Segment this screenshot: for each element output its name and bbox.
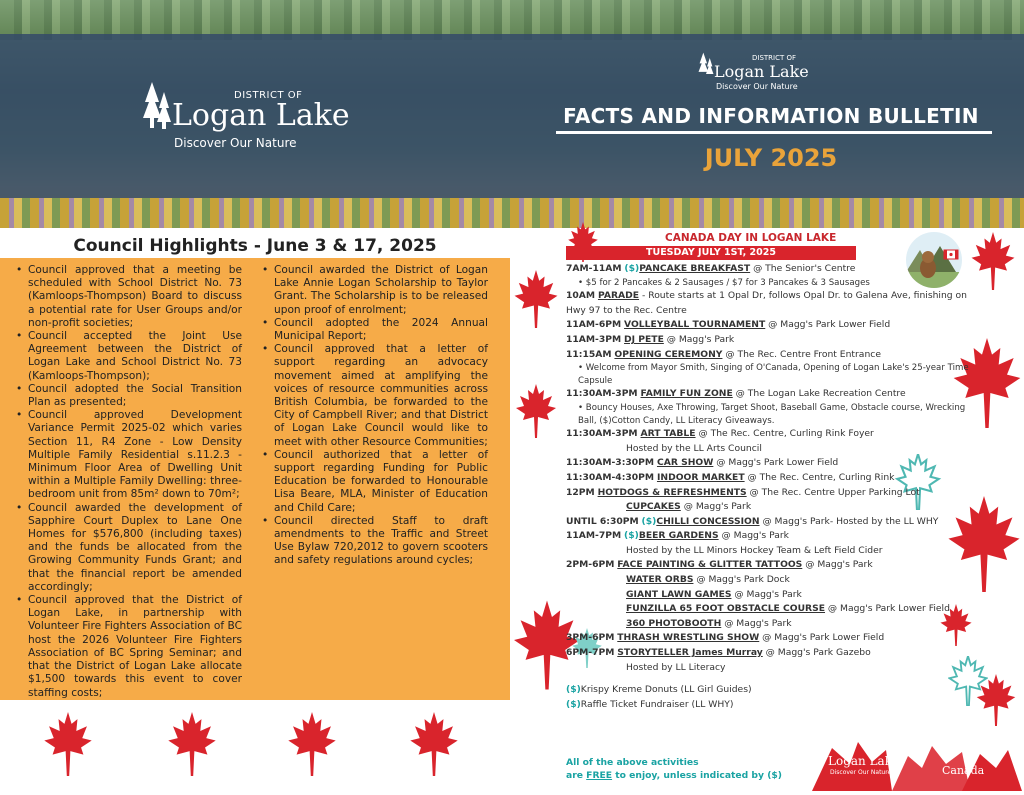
schedule-row (566, 486, 986, 501)
logo-name: Logan Lake (714, 62, 809, 81)
event-name: STORYTELLER James Murray (617, 647, 763, 659)
canada-day-date: TUESDAY JULY 1ST, 2025 (566, 246, 856, 260)
event-name: CHILLI CONCESSION (656, 515, 760, 527)
event-time: 11:30AM-3PM (566, 388, 638, 400)
canada-day-section (512, 228, 1024, 791)
bulletin-title: FACTS AND INFORMATION BULLETIN (563, 104, 979, 128)
event-location: @ Magg's Park- Hosted by the LL WHY (759, 515, 939, 527)
schedule-row (566, 442, 986, 457)
event-time: 11:15AM (566, 348, 612, 360)
schedule-row (566, 602, 986, 617)
council-highlights-panel (0, 258, 510, 700)
paid-indicator: ($) (624, 530, 639, 542)
logo-tagline: Discover Our Nature (716, 82, 798, 91)
schedule-row (566, 348, 986, 363)
event-location: @ Magg's Park (802, 559, 873, 571)
event-name: Krispy Kreme Donuts (LL Girl Guides) (580, 684, 752, 696)
council-highlight-item: • Council approved that a meeting be scheduled with School District No. 73 (Kamloops-Thompson) Board to discuss a potential rate for User Groups and/or non-profit societies; (14, 264, 242, 330)
footer-logo-name: Logan Lake (828, 754, 900, 768)
maple-leaf-icon (288, 712, 336, 776)
event-location: @ Magg's Park (680, 501, 752, 513)
event-time: 2PM-6PM (566, 559, 615, 571)
pine-tree-icon (698, 52, 714, 80)
maple-leaf-icon (516, 384, 556, 438)
schedule-row (566, 646, 986, 661)
council-column-2 (260, 264, 488, 568)
event-location: - Route starts at 1 Opal Dr, follows Opal Dr. to Galena Ave, finishing on Hwy 97 to the Rec. Centre (566, 290, 968, 316)
schedule-row (566, 500, 986, 515)
schedule-row (566, 617, 986, 632)
schedule-row (566, 318, 986, 333)
schedule-row (566, 588, 986, 603)
event-time: 12PM (566, 486, 595, 498)
schedule-row (566, 631, 986, 646)
free-note-line-2 (566, 769, 782, 782)
event-name: ART TABLE (640, 428, 696, 440)
paid-indicator: ($) (641, 515, 657, 527)
event-name: FACE PAINTING & GLITTER TATTOOS (617, 559, 803, 571)
event-name: GIANT LAWN GAMES (626, 588, 732, 600)
event-name: BEER GARDENS (638, 530, 719, 542)
event-name: DJ PETE (624, 333, 664, 345)
event-location: @ Magg's Park Lower Field (759, 632, 885, 644)
schedule-row (566, 333, 986, 348)
event-name: HOTDOGS & REFRESHMENTS (597, 486, 747, 498)
event-name: CAR SHOW (656, 457, 714, 469)
district-logo-small (696, 50, 836, 94)
event-time: 11AM-7PM (566, 530, 622, 542)
event-schedule (566, 262, 986, 712)
event-host: Hosted by the LL Minors Hockey Team & Left Field Cider (626, 544, 883, 556)
event-name: FUNZILLA 65 FOOT OBSTACLE COURSE (626, 603, 826, 615)
free-activities-note (566, 756, 782, 782)
title-divider (556, 131, 992, 134)
schedule-row (566, 427, 986, 442)
event-time: 11AM-3PM (566, 333, 622, 345)
council-highlight-item: • Council authorized that a letter of support regarding Funding for Public Education be forwarded to Honourable Lisa Beare, MLA, Minister of Education and Child Care; (260, 449, 488, 515)
council-highlight-item: • Council awarded the District of Logan Lake Annie Logan Scholarship to Taylor Grant. The Scholarship is to be released upon proof of enrolment; (260, 264, 488, 317)
event-location: @ The Rec. Centre, Curling Rink Foyer (695, 428, 874, 440)
schedule-row (566, 402, 986, 427)
event-time: UNTIL 6:30PM (566, 515, 639, 527)
canada-wordmark: Canada (942, 764, 985, 777)
free-note-text: are (566, 770, 587, 781)
event-name: CUPCAKES (626, 501, 681, 513)
event-time: 7AM-11AM (566, 263, 622, 274)
footer-logo-tagline: Discover Our Nature (830, 769, 892, 776)
council-highlight-item: • Council approved that a letter of support regarding an advocacy movement aimed at amplifying the voices of resource communities across British Columbia, be forwarded to the City of Campbell River; and that District of Logan Lake Council would like to meet with other Resource Communities; (260, 343, 488, 449)
event-time: 11:30AM-3:30PM (566, 457, 655, 469)
schedule-row (566, 515, 986, 530)
event-detail: • Welcome from Mayor Smith, Singing of O'Canada, Opening of Logan Lake's 25-year Time Capsule (578, 363, 969, 386)
event-name: PANCAKE BREAKFAST (639, 263, 751, 274)
maple-leaf-icon (410, 712, 458, 776)
council-highlight-item: • Council approved that the District of Logan Lake, in partnership with Volunteer Fire Fighters Association of BC host the 2026 Volunteer Fire Fighters Association of BC Spring Seminar; and that the District of Logan Lake allocate $1,500 towards this event to cover staffing costs; (14, 594, 242, 700)
schedule-row (566, 683, 986, 698)
header-banner (0, 0, 1024, 228)
maple-leaf-icon (168, 712, 216, 776)
council-highlight-item: • Council approved Development Variance Permit 2025-02 which varies Section 11, R4 Zone - Low Density Multiple Family Residential s.11.2.3 - Minimum Floor Area of Dwelling Unit within a Multiple Family Dwelling: three-bedroom unit from 85m² down to 70m²; (14, 409, 242, 501)
paid-indicator: ($) (566, 684, 581, 696)
schedule-row (566, 471, 986, 486)
schedule-row (566, 277, 986, 290)
council-highlights-title: Council Highlights - June 3 & 17, 2025 (73, 236, 437, 256)
footer-logo-banner (812, 742, 1022, 791)
event-name: VOLLEYBALL TOURNAMENT (624, 319, 766, 331)
event-name: PARADE (597, 290, 640, 302)
free-note-text: to enjoy, unless indicated by ($) (612, 770, 782, 781)
event-location: @ Magg's Park Lower Field (765, 319, 891, 331)
event-location: @ Magg's Park Gazebo (762, 647, 871, 659)
logo-tagline: Discover Our Nature (174, 136, 297, 150)
pine-tree-icon (142, 82, 172, 132)
maple-leaf-icon (44, 712, 92, 776)
schedule-row (566, 558, 986, 573)
free-emphasis: FREE (586, 770, 613, 781)
event-location: @ Magg's Park Lower Field (713, 457, 839, 469)
council-highlight-item: • Council adopted the 2024 Annual Municipal Report; (260, 317, 488, 343)
event-time: 6PM-7PM (566, 647, 615, 659)
event-location: @ Magg's Park (663, 333, 735, 345)
event-time: 11:30AM-4:30PM (566, 471, 655, 483)
schedule-row (566, 456, 986, 471)
event-host: Hosted by LL Literacy (626, 661, 726, 673)
event-location: @ Magg's Park (718, 530, 789, 542)
district-of-label: DISTRICT OF (752, 54, 797, 62)
wildflower-strip (0, 198, 1024, 228)
event-name: THRASH WRESTLING SHOW (617, 632, 760, 644)
event-time: 3PM-6PM (566, 632, 615, 644)
event-time: 10AM (566, 290, 596, 302)
paid-indicator: ($) (624, 263, 640, 274)
event-location: @ Magg's Park Lower Field (825, 603, 950, 615)
council-column-1 (14, 264, 242, 700)
schedule-row (566, 362, 986, 387)
canada-day-title: CANADA DAY IN LOGAN LAKE (665, 232, 837, 244)
paid-indicator: ($) (566, 698, 581, 710)
council-highlight-item: • Council awarded the development of Sapphire Court Duplex to Lane One Homes for $576,800 (including taxes) and the funds be allocated from the Growing Community Funds Grant; and that the financial report be amended accordingly; (14, 502, 242, 594)
schedule-row (566, 387, 986, 402)
schedule-row (566, 661, 986, 676)
district-of-label: DISTRICT OF (234, 90, 303, 101)
event-location: @ The Rec. Centre, Curling Rink (744, 471, 895, 483)
schedule-row (566, 698, 986, 713)
schedule-row (566, 675, 986, 683)
council-highlight-item: • Council directed Staff to draft amendments to the Traffic and Street Use Bylaw 720,2012 to govern scooters and safety regulations around cycles; (260, 515, 488, 568)
district-logo (140, 80, 380, 160)
event-location: @ The Rec. Centre Front Entrance (722, 348, 881, 360)
event-name: INDOOR MARKET (656, 471, 745, 483)
event-host: Hosted by the LL Arts Council (626, 442, 762, 454)
free-note-line-1: All of the above activities (566, 757, 699, 768)
event-location: @ Magg's Park (721, 617, 792, 629)
schedule-row (566, 262, 986, 277)
schedule-row (566, 544, 986, 559)
event-location: @ Magg's Park Dock (693, 574, 790, 586)
event-detail: • $5 for 2 Pancakes & 2 Sausages / $7 for 3 Pancakes & 3 Sausages (578, 277, 870, 288)
council-highlight-item: • Council accepted the Joint Use Agreement between the District of Logan Lake and School District No. 73 (Kamloops-Thompson); (14, 330, 242, 383)
event-location: @ Magg's Park (731, 588, 802, 600)
schedule-row (566, 289, 986, 318)
event-location: @ The Senior's Centre (750, 263, 856, 274)
event-location: @ The Logan Lake Recreation Centre (732, 388, 906, 400)
maple-leaf-row (0, 700, 510, 791)
council-highlight-item: • Council adopted the Social Transition Plan as presented; (14, 383, 242, 409)
event-name: WATER ORBS (626, 574, 694, 586)
schedule-row (566, 573, 986, 588)
event-time: 11AM-6PM (566, 319, 622, 331)
event-name: Raffle Ticket Fundraiser (LL WHY) (580, 698, 734, 710)
logo-name: Logan Lake (172, 98, 350, 133)
schedule-row (566, 529, 986, 544)
event-name: OPENING CEREMONY (614, 348, 723, 360)
event-time: 11:30AM-3PM (566, 428, 638, 440)
bulletin-month: JULY 2025 (704, 144, 838, 172)
maple-leaf-icon (514, 270, 558, 328)
event-location: @ The Rec. Centre Upper Parking Lot (746, 486, 920, 498)
event-detail: • Bouncy Houses, Axe Throwing, Target Shoot, Baseball Game, Obstacle course, Wrecking Ball, ($)Cotton Candy, LL Literacy Giveaways. (578, 402, 966, 426)
event-name: 360 PHOTOBOOTH (626, 617, 722, 629)
event-name: FAMILY FUN ZONE (640, 388, 733, 400)
